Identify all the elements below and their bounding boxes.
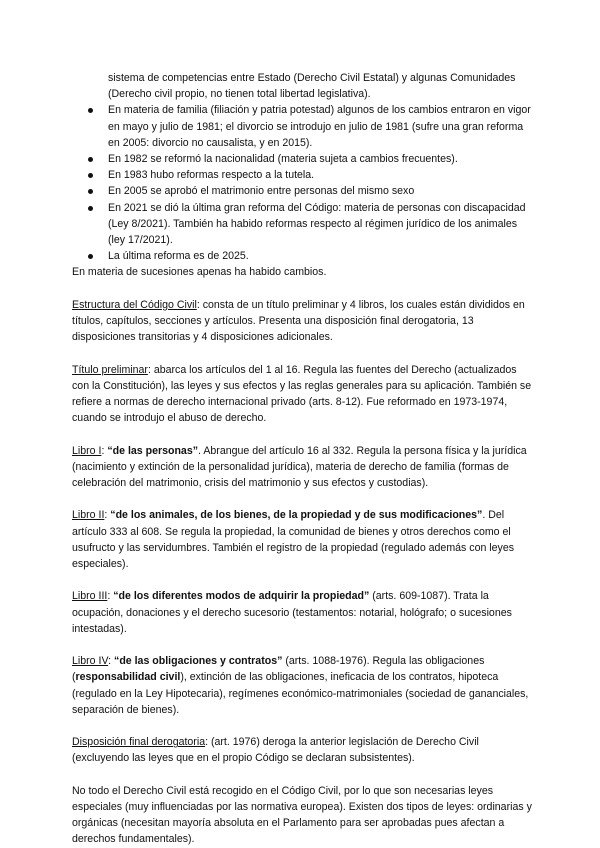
bullet-icon bbox=[88, 157, 93, 162]
bullet-icon bbox=[88, 108, 93, 113]
libro4-bold-inline: responsabilidad civil bbox=[75, 671, 181, 684]
libro1-title: “de las personas” bbox=[107, 444, 199, 457]
libro3-label: Libro III bbox=[72, 590, 108, 603]
list-item: En 2021 se dió la última gran reforma del Código: materia de personas con discapacidad (Ley 8/2021). También ha habido reformas respecto al régimen jurídico de los animales (ley 17/2021). bbox=[72, 200, 532, 249]
estructura-paragraph: Estructura del Código Civil: consta de un título preliminar y 4 libros, los cuales están divididos en títulos, capítulos, secciones y artículos. Presenta una disposición final derogatoria, 13 disposiciones transitorias y 4 disposiciones adicionales. bbox=[72, 298, 525, 344]
list-item: En 1982 se reformó la nacionalidad (materia sujeta a cambios frecuentes). bbox=[72, 151, 532, 167]
libro3-title: “de los diferentes modos de adquirir la propiedad” bbox=[113, 590, 370, 603]
libro1-paragraph: Libro I: “de las personas”. Abrangue del artículo 16 al 332. Regula la persona física y la jurídica (nacimiento y extinción de la personalidad jurídica), materia de derecho de familia (formas de celebración del matrimonio, crisis del matrimonio y sus efectos y custodias). bbox=[72, 444, 527, 490]
list-item: La última reforma es de 2025. bbox=[72, 248, 532, 264]
titulo-preliminar-paragraph: Título preliminar: abarca los artículos del 1 al 16. Regula las fuentes del Derecho (actualizados con la Constitución), las leyes y sus efectos y las reglas generales para su aplicación. También se refiere a normas de derecho internacional privado (arts. 8-12). Fue reformado en 1973-1974, cuando se introdujo el abuso de derecho. bbox=[72, 363, 532, 425]
bullet-icon bbox=[88, 254, 93, 259]
reforms-list bbox=[72, 102, 532, 264]
titulo-preliminar-label: Título preliminar bbox=[72, 363, 148, 376]
bullet-icon bbox=[88, 206, 93, 211]
libro2-paragraph: Libro II: “de los animales, de los bienes, de la propiedad y de sus modificaciones”. Del artículo 333 al 608. Se regula la propiedad, la comunidad de bienes y otros derechos como el usufructo y las servidumbres. También el registro de la propiedad (regulado además con leyes especiales). bbox=[72, 509, 515, 571]
libro4-paragraph: Libro IV: “de las obligaciones y contratos” (arts. 1088-1976). Regula las obligaciones (responsabilidad civil), extinción de las obligaciones, ineficacia de los contratos, hipoteca (regulado en la Ley Hipotecaria), regímenes económico-matrimoniales (sociedad de gananciales, separación de bienes). bbox=[72, 655, 529, 716]
disposicion-label: Disposición final derogatoria bbox=[72, 736, 206, 749]
intro-continuation: sistema de competencias entre Estado (Derecho Civil Estatal) y algunas Comunidades (Derecho civil propio, no tienen total libertad legislativa). bbox=[108, 72, 516, 101]
libro2-title: “de los animales, de los bienes, de la propiedad y de sus modificaciones” bbox=[110, 509, 483, 522]
bullet-icon bbox=[88, 173, 93, 178]
list-item: En materia de familia (filiación y patria potestad) algunos de los cambios entraron en vigor en mayo y julio de 1981; el divorcio se introdujo en julio de 1981 (sufre una gran reforma en 2005: divorcio no causalista, y en 2015). bbox=[72, 102, 532, 151]
sucesiones-line: En materia de sucesiones apenas ha habido cambios. bbox=[72, 266, 327, 279]
document-page bbox=[72, 70, 532, 848]
libro3-paragraph: Libro III: “de los diferentes modos de adquirir la propiedad” (arts. 609-1087). Trata la ocupación, donaciones y el derecho sucesorio (testamentos: notarial, hológrafo; o sucesiones intestadas). bbox=[72, 590, 512, 635]
estructura-label: Estructura del Código Civil bbox=[72, 298, 197, 311]
disposicion-paragraph: Disposición final derogatoria: (art. 1976) deroga la anterior legislación de Derecho Civil (excluyendo las leyes que en el propio Código se declaran subsistentes). bbox=[72, 736, 479, 765]
libro4-title: “de las obligaciones y contratos” bbox=[114, 655, 283, 668]
libro4-label: Libro IV bbox=[72, 655, 109, 668]
libro1-label: Libro I bbox=[72, 444, 102, 457]
bullet-icon bbox=[88, 189, 93, 194]
final-paragraph: No todo el Derecho Civil está recogido en el Código Civil, por lo que son necesarias leyes especiales (muy influenciadas por las normativa europea). Existen dos tipos de leyes: ordinarias y orgánicas (necesitan mayoría absoluta en el Parlamento para ser aprobadas pues afectan a derechos fundamentales). bbox=[72, 784, 532, 846]
list-item: En 2005 se aprobó el matrimonio entre personas del mismo sexo bbox=[72, 183, 532, 199]
list-item: En 1983 hubo reformas respecto a la tutela. bbox=[72, 167, 532, 183]
libro2-label: Libro II bbox=[72, 509, 105, 522]
